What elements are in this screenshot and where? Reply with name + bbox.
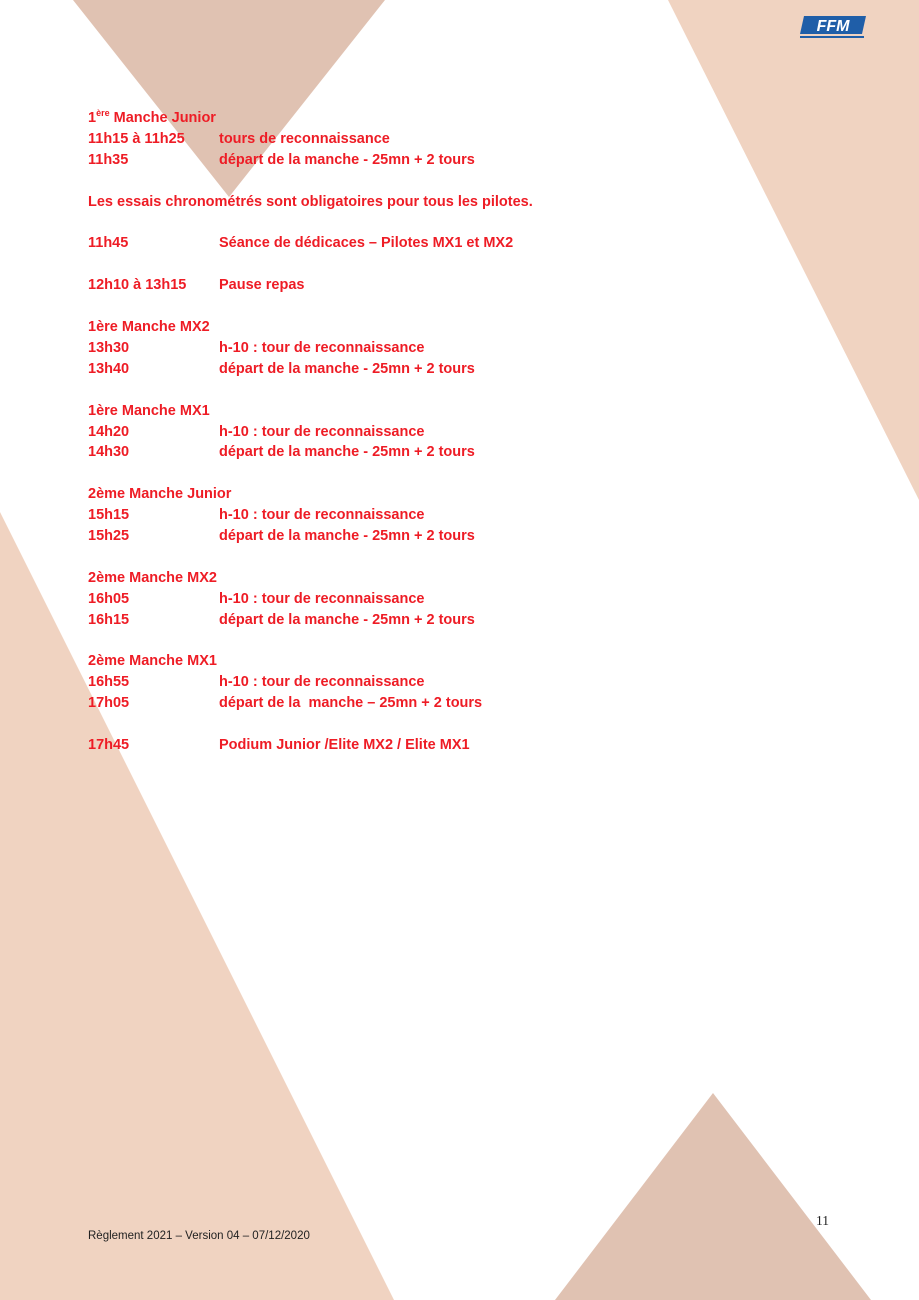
bottom-right-triangle: [555, 1093, 871, 1300]
time: 11h45: [88, 235, 129, 252]
schedule-row: [88, 672, 848, 693]
activity: Pause repas: [219, 277, 305, 294]
section-title-junior-1: 1ère Manche Junior: [88, 108, 216, 126]
schedule-row: [88, 338, 848, 359]
time: 11h15 à 11h25: [88, 130, 185, 147]
activity: départ de la manche - 25mn + 2 tours: [219, 611, 475, 628]
schedule-row: [88, 422, 848, 443]
timed-practice-note: Les essais chronométrés sont obligatoires pour tous les pilotes.: [88, 193, 533, 210]
time: 17h45: [88, 737, 130, 754]
time: 15h25: [88, 528, 130, 545]
activity: h-10 : tour de reconnaissance: [219, 674, 425, 691]
schedule-row-dedicace: [88, 233, 848, 254]
logo-text: FFM: [816, 18, 850, 35]
schedule-row: [88, 526, 848, 547]
schedule-row-podium: [88, 735, 848, 756]
activity: Podium Junior /Elite MX2 / Elite MX1: [219, 737, 470, 754]
schedule: [88, 108, 848, 756]
time: 15h15: [88, 507, 130, 524]
time: 16h05: [88, 590, 130, 607]
schedule-row-lunch: [88, 275, 848, 296]
time: 12h10 à 13h15: [88, 277, 187, 294]
time: 14h20: [88, 423, 130, 440]
activity: Séance de dédicaces – Pilotes MX1 et MX2: [219, 235, 514, 252]
schedule-row: [88, 359, 848, 380]
activity: tours de reconnaissance: [219, 130, 390, 147]
section-title-junior-2: 2ème Manche Junior: [88, 486, 232, 503]
ffm-logo: [798, 14, 868, 42]
activity: h-10 : tour de reconnaissance: [219, 339, 425, 356]
time: 16h15: [88, 611, 130, 628]
time: 13h40: [88, 360, 130, 377]
schedule-row: [88, 693, 848, 714]
time: 11h35: [88, 151, 129, 168]
schedule-row: [88, 129, 848, 150]
activity: h-10 : tour de reconnaissance: [219, 590, 425, 607]
time: 16h55: [88, 674, 130, 691]
activity: départ de la manche – 25mn + 2 tours: [219, 695, 483, 712]
activity: départ de la manche - 25mn + 2 tours: [219, 528, 475, 545]
time: 13h30: [88, 339, 130, 356]
section-title-mx2-1: 1ère Manche MX2: [88, 319, 210, 335]
activity: départ de la manche - 25mn + 2 tours: [219, 360, 475, 377]
time: 14h30: [88, 444, 130, 461]
schedule-row: [88, 150, 848, 171]
schedule-row: [88, 610, 848, 631]
schedule-row: [88, 589, 848, 610]
section-title-mx1-1: 1ère Manche MX1: [88, 402, 210, 419]
time: 17h05: [88, 695, 130, 712]
page-number: 11: [816, 1213, 829, 1228]
schedule-row: [88, 442, 848, 463]
activity: h-10 : tour de reconnaissance: [219, 507, 425, 524]
activity: départ de la manche - 25mn + 2 tours: [219, 151, 475, 168]
activity: départ de la manche - 25mn + 2 tours: [219, 444, 475, 461]
section-title-mx2-2: 2ème Manche MX2: [88, 569, 217, 586]
footer-version: Règlement 2021 – Version 04 – 07/12/2020: [88, 1230, 310, 1242]
activity: h-10 : tour de reconnaissance: [219, 423, 425, 440]
schedule-row: [88, 505, 848, 526]
section-title-mx1-2: 2ème Manche MX1: [88, 653, 217, 670]
